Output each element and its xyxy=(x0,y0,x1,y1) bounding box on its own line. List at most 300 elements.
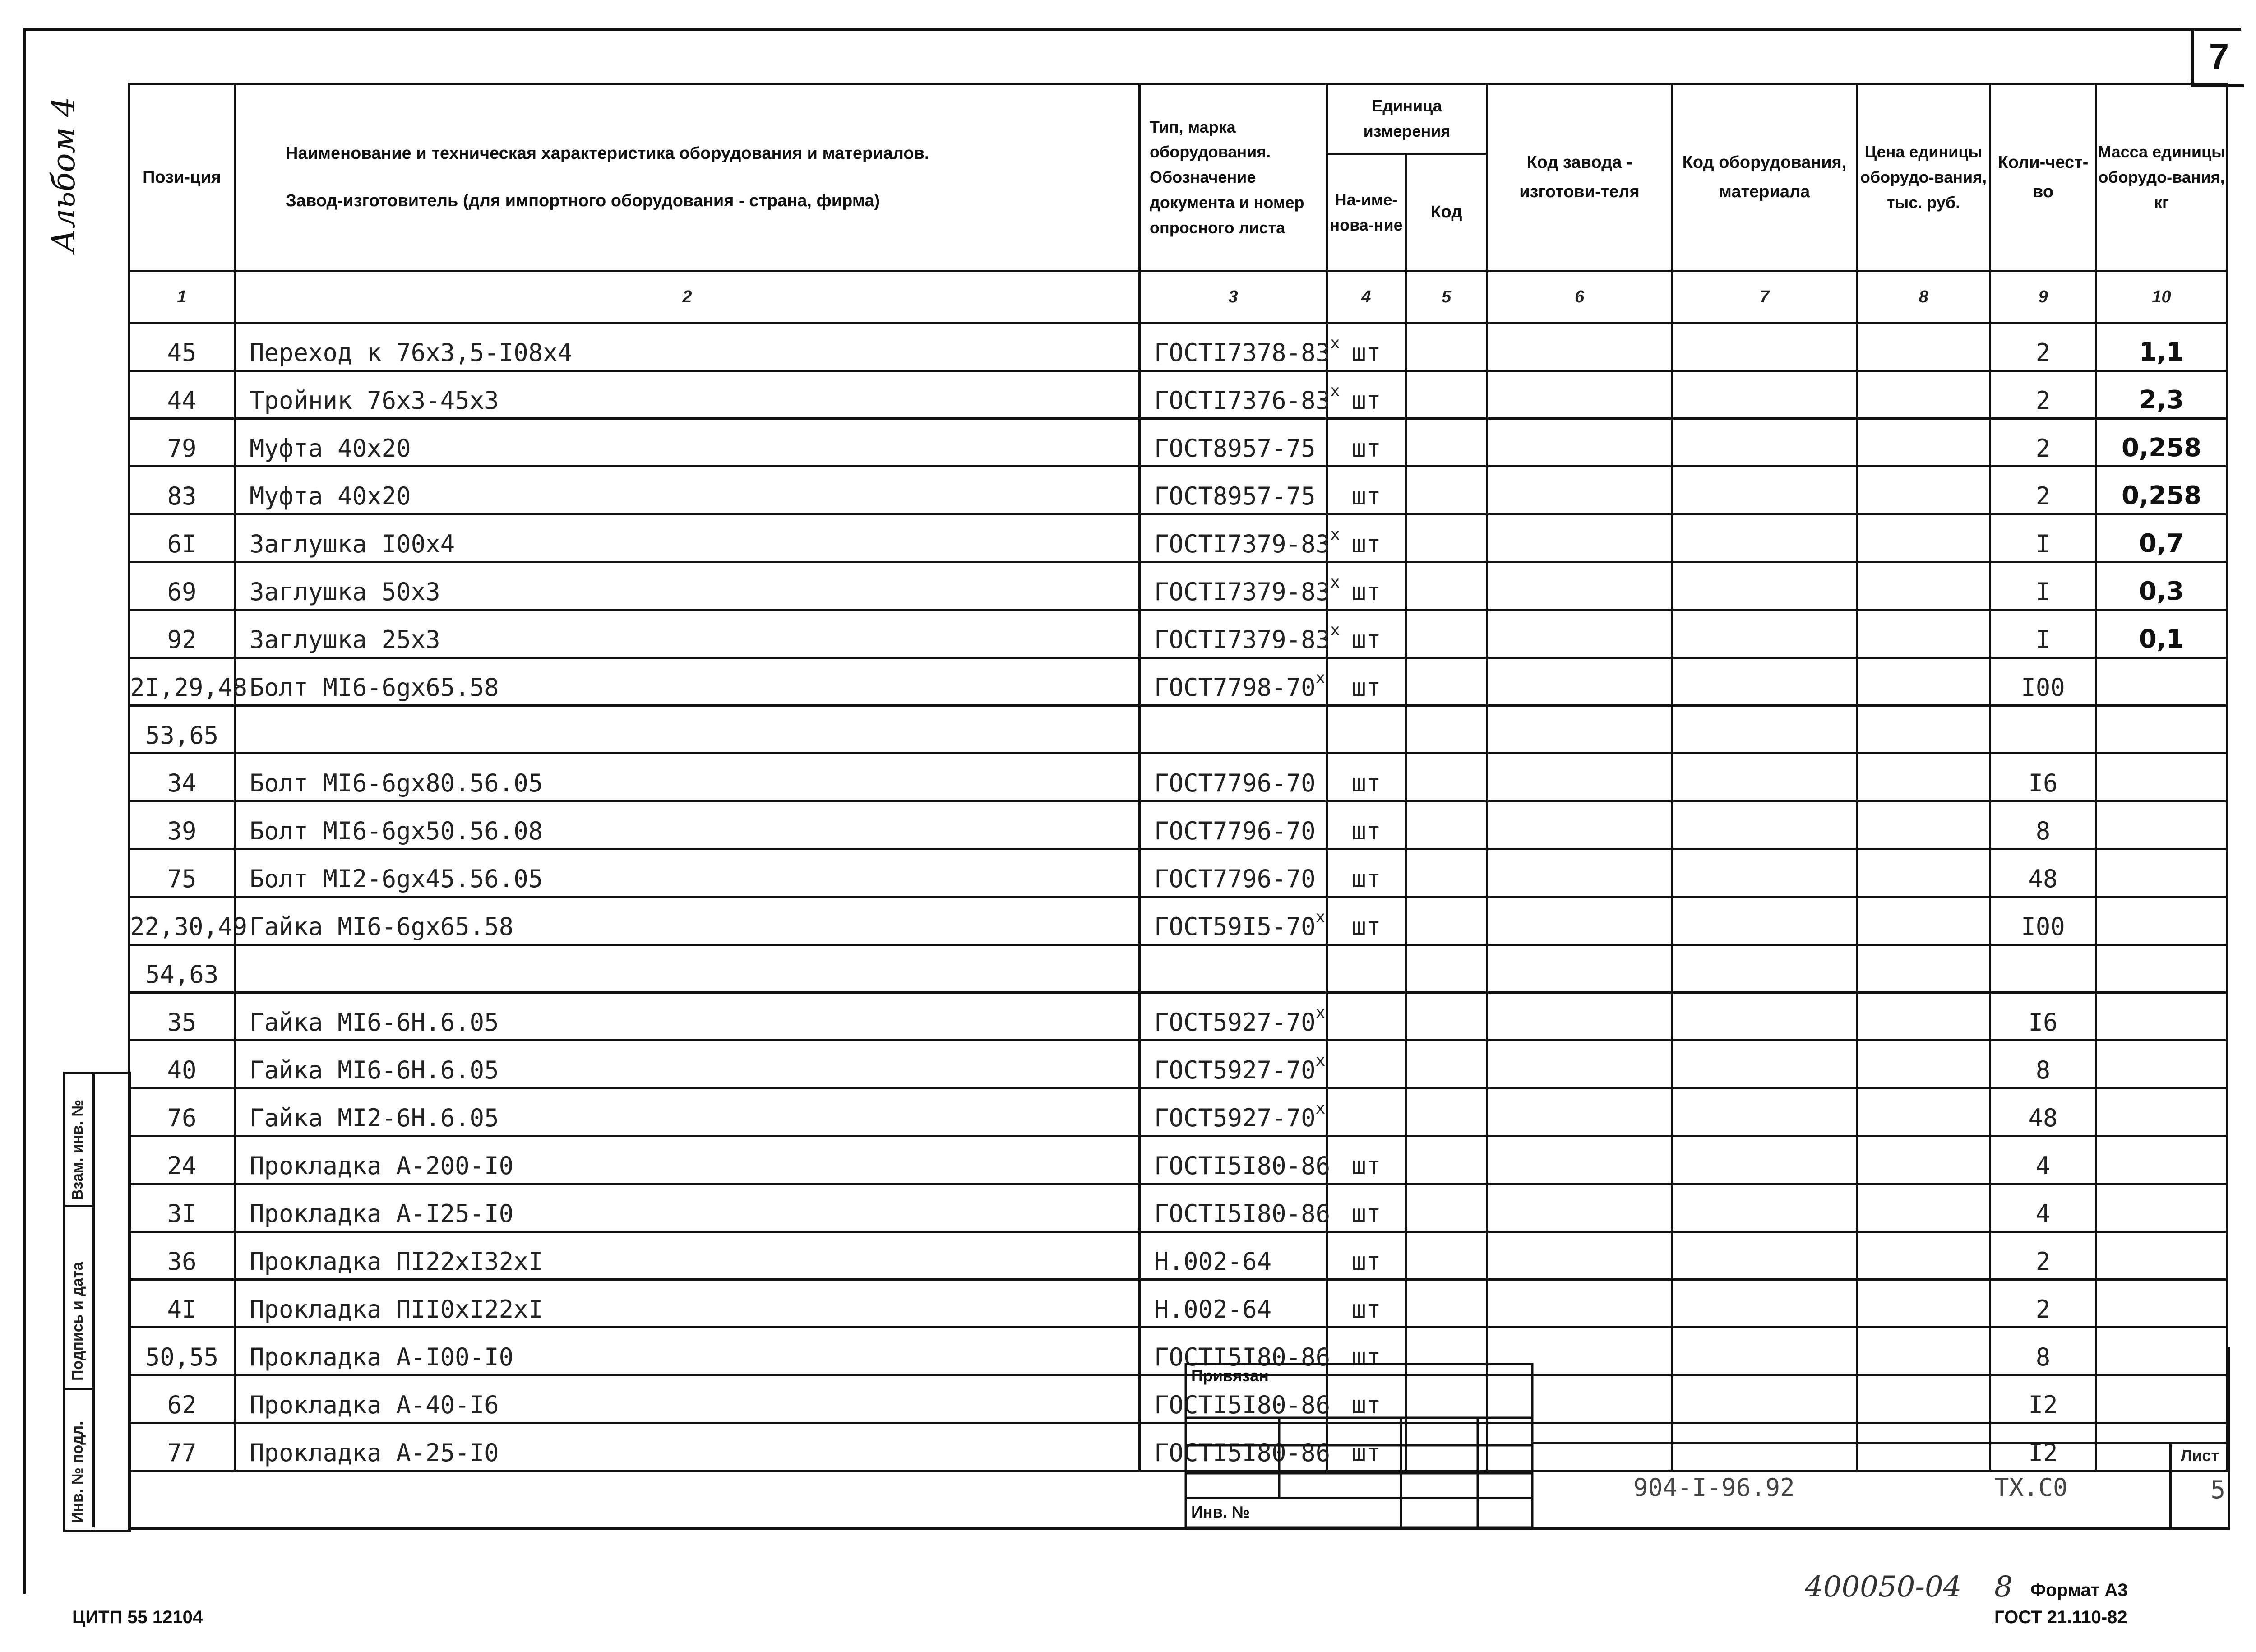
mass-cell xyxy=(2096,1232,2227,1280)
quantity-cell-text: I2 xyxy=(2028,1391,2058,1419)
table-body xyxy=(129,323,2227,1471)
quantity-cell-text: 2 xyxy=(2035,1247,2051,1276)
table-row xyxy=(129,993,2227,1041)
factory-code-cell xyxy=(1487,945,1672,993)
document-cell xyxy=(1140,993,1327,1041)
price-cell xyxy=(1857,1088,1990,1136)
column-number: 2 xyxy=(235,271,1140,323)
price-cell xyxy=(1857,993,1990,1041)
table-row xyxy=(129,1041,2227,1088)
unit-cell-text: шт xyxy=(1351,1199,1381,1228)
factory-code-cell xyxy=(1487,754,1672,801)
mass-cell xyxy=(2096,323,2227,371)
mass-cell-text: 0,3 xyxy=(2139,577,2184,606)
position-cell-text: 35 xyxy=(167,1008,197,1037)
quantity-cell xyxy=(1990,1232,2096,1280)
position-cell xyxy=(129,706,235,754)
table-row xyxy=(129,467,2227,514)
position-cell xyxy=(129,945,235,993)
position-cell-text: 54,63 xyxy=(145,960,219,989)
factory-code-cell xyxy=(1487,1088,1672,1136)
unit-code-cell xyxy=(1406,1136,1487,1184)
unit-cell xyxy=(1327,1232,1406,1280)
name-cell-text: Прокладка А-I00-I0 xyxy=(250,1343,514,1371)
quantity-cell-text: I00 xyxy=(2021,673,2065,702)
unit-code-cell xyxy=(1406,658,1487,706)
quantity-cell-text: 8 xyxy=(2035,1343,2051,1371)
column-number: 10 xyxy=(2096,271,2227,323)
factory-code-cell xyxy=(1487,610,1672,658)
name-cell-text: Прокладка ПII0хI22хI xyxy=(250,1295,543,1323)
header-name-line1: Наименование и техническая характеристика оборудования и материалов. xyxy=(286,144,929,163)
document-cell xyxy=(1140,514,1340,562)
name-cell xyxy=(235,945,1140,993)
mass-cell xyxy=(2096,610,2227,658)
equipment-code-cell xyxy=(1672,1184,1857,1232)
table-row xyxy=(129,801,2227,849)
document-superscript: х xyxy=(1315,1099,1326,1118)
table-row xyxy=(129,610,2227,658)
mass-cell xyxy=(2096,1184,2227,1232)
price-cell xyxy=(1857,562,1990,610)
document-cell-text: ГОСТ59I5-70 xyxy=(1154,912,1316,941)
quantity-cell-text: 4 xyxy=(2035,1152,2051,1180)
quantity-cell-text: 2 xyxy=(2035,1295,2051,1323)
unit-code-cell xyxy=(1406,1041,1487,1088)
header-price: Цена единицы оборудо-вания, тыс. руб. xyxy=(1857,84,1990,271)
quantity-cell-text: 2 xyxy=(2035,386,2051,415)
quantity-cell xyxy=(1990,562,2096,610)
mass-cell xyxy=(2096,993,2227,1041)
position-cell xyxy=(129,323,235,371)
header-equipment-code: Код оборудования, материала xyxy=(1672,84,1857,271)
name-cell xyxy=(235,419,1140,467)
mass-cell xyxy=(2096,897,2227,945)
position-cell-text: 44 xyxy=(167,386,197,415)
position-cell xyxy=(129,849,235,897)
price-cell xyxy=(1857,945,1990,993)
price-cell xyxy=(1857,1041,1990,1088)
quantity-cell-text: I xyxy=(2035,578,2051,606)
document-cell-text: ГОСТ8957-75 xyxy=(1154,482,1316,510)
document-superscript: х xyxy=(1315,1051,1326,1070)
factory-code-cell xyxy=(1487,1184,1672,1232)
document-cell-text: Н.002-64 xyxy=(1154,1247,1272,1276)
document-cell-text: ГОСТ7796-70 xyxy=(1154,817,1316,845)
document-cell-text: ГОСТ5927-70 xyxy=(1154,1104,1316,1132)
unit-code-cell xyxy=(1406,419,1487,467)
handwritten-code: 400050-04 xyxy=(1805,1570,1962,1604)
quantity-cell-text: I00 xyxy=(2021,912,2065,941)
name-cell-text: Муфта 40х20 xyxy=(250,434,411,463)
unit-cell xyxy=(1327,467,1406,514)
specification-table xyxy=(128,83,2228,1472)
top-border-line xyxy=(23,28,2241,31)
side-vzam xyxy=(65,1074,95,1207)
position-cell xyxy=(129,514,235,562)
unit-cell xyxy=(1327,1280,1406,1328)
equipment-code-cell xyxy=(1672,1088,1857,1136)
name-cell-text: Гайка МI6-6Н.6.05 xyxy=(250,1056,499,1084)
position-cell xyxy=(129,1184,235,1232)
document-superscript: х xyxy=(1315,908,1326,926)
name-cell xyxy=(235,1280,1140,1328)
side-stamp xyxy=(63,1072,131,1532)
unit-code-cell xyxy=(1406,706,1487,754)
name-cell xyxy=(235,993,1140,1041)
factory-code-cell xyxy=(1487,371,1672,419)
mass-cell-text: 2,3 xyxy=(2139,385,2184,415)
factory-code-cell xyxy=(1487,467,1672,514)
unit-code-cell xyxy=(1406,754,1487,801)
name-cell-text: Болт МI6-6gх50.56.08 xyxy=(250,817,543,845)
factory-code-cell xyxy=(1487,993,1672,1041)
unit-cell-text: шт xyxy=(1351,1247,1381,1276)
price-cell xyxy=(1857,897,1990,945)
position-cell-text: 53,65 xyxy=(145,721,219,750)
position-cell xyxy=(129,419,235,467)
header-name-line2: Завод-изготовитель (для импортного оборудования - страна, фирма) xyxy=(286,191,880,210)
document-cell-text: ГОСТI7376-83 xyxy=(1154,386,1331,415)
unit-code-cell xyxy=(1406,1232,1487,1280)
position-cell-text: 40 xyxy=(167,1056,197,1084)
document-superscript: х xyxy=(1330,573,1340,592)
mass-cell xyxy=(2096,706,2227,754)
unit-cell-text: шт xyxy=(1351,1343,1381,1371)
sheet-label: Лист xyxy=(2172,1442,2228,1472)
table-row xyxy=(129,1136,2227,1184)
unit-code-cell xyxy=(1406,1184,1487,1232)
name-cell-text: Прокладка А-I25-I0 xyxy=(250,1199,514,1228)
quantity-cell xyxy=(1990,514,2096,562)
unit-cell xyxy=(1327,754,1406,801)
position-cell-text: 50,55 xyxy=(145,1343,219,1371)
quantity-cell-text: 2 xyxy=(2035,482,2051,510)
name-cell xyxy=(235,323,1140,371)
equipment-code-cell xyxy=(1672,1136,1857,1184)
quantity-cell xyxy=(1990,610,2096,658)
name-cell xyxy=(235,1041,1140,1088)
position-cell xyxy=(129,658,248,706)
equipment-code-cell xyxy=(1672,514,1857,562)
quantity-cell xyxy=(1990,706,2096,754)
unit-code-cell xyxy=(1406,514,1487,562)
document-cell xyxy=(1140,1136,1331,1184)
name-cell xyxy=(235,467,1140,514)
price-cell xyxy=(1857,1280,1990,1328)
position-cell-text: 2I,29,48 xyxy=(130,673,248,702)
document-superscript: х xyxy=(1315,669,1326,687)
unit-cell xyxy=(1327,849,1406,897)
unit-cell-text: шт xyxy=(1351,673,1381,702)
price-cell xyxy=(1857,323,1990,371)
unit-cell-text: шт xyxy=(1351,1152,1381,1180)
name-cell xyxy=(235,1088,1140,1136)
name-cell-text: Гайка МI6-6Н.6.05 xyxy=(250,1008,499,1037)
table-row xyxy=(129,419,2227,467)
document-cell-text: Н.002-64 xyxy=(1154,1295,1272,1323)
mass-cell xyxy=(2096,1136,2227,1184)
price-cell xyxy=(1857,1184,1990,1232)
factory-code-cell xyxy=(1487,1136,1672,1184)
quantity-cell-text: 4 xyxy=(2035,1199,2051,1228)
quantity-cell-text: 2 xyxy=(2035,434,2051,463)
table-row xyxy=(129,849,2227,897)
factory-code-cell xyxy=(1487,706,1672,754)
unit-code-cell xyxy=(1406,849,1487,897)
equipment-code-cell xyxy=(1672,610,1857,658)
document-cell xyxy=(1140,419,1327,467)
mass-cell-text: 0,1 xyxy=(2139,625,2184,654)
unit-cell xyxy=(1327,1088,1406,1136)
equipment-code-cell xyxy=(1672,801,1857,849)
column-number: 1 xyxy=(129,271,235,323)
name-cell-text: Прокладка А-25-I0 xyxy=(250,1439,499,1467)
unit-code-cell xyxy=(1406,897,1487,945)
document-cell-text: ГОСТI7379-83 xyxy=(1154,530,1331,558)
price-cell xyxy=(1857,1136,1990,1184)
mass-cell xyxy=(2096,945,2227,993)
unit-code-cell xyxy=(1406,945,1487,993)
quantity-cell-text: 48 xyxy=(2028,1104,2058,1132)
column-number: 5 xyxy=(1406,271,1487,323)
table-row xyxy=(129,1088,2227,1136)
handwritten-page: 8 xyxy=(1994,1570,2013,1604)
factory-code-cell xyxy=(1487,849,1672,897)
name-cell-text: Болт МI6-6gх80.56.05 xyxy=(250,769,543,797)
unit-cell xyxy=(1327,706,1406,754)
document-cell-text: ГОСТI7379-83 xyxy=(1154,578,1331,606)
equipment-code-cell xyxy=(1672,371,1857,419)
header-row xyxy=(129,84,2227,154)
mass-cell xyxy=(2096,754,2227,801)
gost-label: ГОСТ 21.110-82 xyxy=(1994,1607,2127,1627)
price-cell xyxy=(1857,467,1990,514)
unit-cell-text: шт xyxy=(1351,1391,1381,1419)
equipment-code-cell xyxy=(1672,993,1857,1041)
unit-code-cell xyxy=(1406,323,1487,371)
price-cell xyxy=(1857,801,1990,849)
unit-code-cell xyxy=(1406,1088,1487,1136)
price-cell xyxy=(1857,419,1990,467)
unit-cell xyxy=(1327,897,1406,945)
price-cell xyxy=(1857,658,1990,706)
sheet-box xyxy=(2169,1442,2228,1527)
unit-cell-text: шт xyxy=(1351,530,1381,558)
ctp-label: ЦИТП 55 12104 xyxy=(72,1607,203,1627)
unit-cell xyxy=(1327,1041,1406,1088)
header-unit-name: На-име-нова-ние xyxy=(1327,154,1406,271)
unit-cell xyxy=(1327,1136,1406,1184)
mass-cell xyxy=(2096,849,2227,897)
unit-code-cell xyxy=(1406,371,1487,419)
position-cell xyxy=(129,1136,235,1184)
equipment-code-cell xyxy=(1672,1041,1857,1088)
album-label: Альбом 4 xyxy=(45,97,82,253)
name-cell-text: Тройник 76х3-45х3 xyxy=(250,386,499,415)
position-cell xyxy=(129,371,235,419)
unit-cell-text: шт xyxy=(1351,578,1381,606)
unit-cell-text: шт xyxy=(1351,434,1381,463)
quantity-cell xyxy=(1990,993,2096,1041)
unit-code-cell xyxy=(1406,993,1487,1041)
mass-cell-text: 0,258 xyxy=(2121,481,2202,510)
mass-cell xyxy=(2096,1280,2227,1328)
name-cell xyxy=(235,658,1140,706)
name-cell xyxy=(235,897,1140,945)
table-row xyxy=(129,754,2227,801)
quantity-cell-text: I6 xyxy=(2028,1008,2058,1037)
position-cell-text: 62 xyxy=(167,1391,197,1419)
factory-code-cell xyxy=(1487,658,1672,706)
equipment-code-cell xyxy=(1672,658,1857,706)
side-podpis-label: Подпись и дата xyxy=(69,1262,86,1381)
factory-code-cell xyxy=(1487,514,1672,562)
doc-code: 904-I-96.92 xyxy=(1633,1473,1795,1502)
document-cell-text: ГОСТ8957-75 xyxy=(1154,434,1316,463)
unit-cell xyxy=(1327,1184,1406,1232)
document-cell-text: ГОСТ7796-70 xyxy=(1154,865,1316,893)
document-cell-text: ГОСТI5I80-86 xyxy=(1154,1152,1331,1180)
mass-cell xyxy=(2096,467,2227,514)
table-row xyxy=(129,945,2227,993)
position-cell xyxy=(129,1280,235,1328)
side-vzam-label: Взам. инв. № xyxy=(69,1099,86,1200)
inv-label: Инв. № xyxy=(1191,1503,1250,1521)
column-number: 9 xyxy=(1990,271,2096,323)
unit-cell-text: шт xyxy=(1351,386,1381,415)
name-cell xyxy=(235,1136,1140,1184)
name-cell-text: Болт МI2-6gх45.56.05 xyxy=(250,865,543,893)
quantity-cell xyxy=(1990,371,2096,419)
name-cell-text: Муфта 40х20 xyxy=(250,482,411,510)
unit-code-cell xyxy=(1406,562,1487,610)
document-cell-text: ГОСТ7796-70 xyxy=(1154,769,1316,797)
quantity-cell xyxy=(1990,849,2096,897)
mass-cell xyxy=(2096,1041,2227,1088)
quantity-cell xyxy=(1990,323,2096,371)
document-cell xyxy=(1140,801,1327,849)
name-cell-text: Заглушка I00х4 xyxy=(250,530,455,558)
position-cell-text: 6I xyxy=(167,530,197,558)
column-number: 7 xyxy=(1672,271,1857,323)
factory-code-cell xyxy=(1487,323,1672,371)
document-cell xyxy=(1140,706,1327,754)
factory-code-cell xyxy=(1487,801,1672,849)
unit-cell-text: шт xyxy=(1351,482,1381,510)
column-number-row xyxy=(129,271,2227,323)
column-number: 8 xyxy=(1857,271,1990,323)
position-cell-text: 69 xyxy=(167,578,197,606)
unit-cell-text: шт xyxy=(1351,625,1381,654)
equipment-code-cell xyxy=(1672,467,1857,514)
price-cell xyxy=(1857,610,1990,658)
mass-cell xyxy=(2096,1088,2227,1136)
factory-code-cell xyxy=(1487,1280,1672,1328)
sheet-number: 5 xyxy=(2210,1476,2225,1504)
document-cell-text: ГОСТI7378-83 xyxy=(1154,338,1331,367)
position-cell-text: 76 xyxy=(167,1104,197,1132)
name-cell-text: Гайка МI2-6Н.6.05 xyxy=(250,1104,499,1132)
price-cell xyxy=(1857,514,1990,562)
table-row xyxy=(129,562,2227,610)
position-cell-text: 92 xyxy=(167,625,197,654)
table-row xyxy=(129,1232,2227,1280)
position-cell-text: 83 xyxy=(167,482,197,510)
name-cell xyxy=(235,562,1140,610)
factory-code-cell xyxy=(1487,897,1672,945)
quantity-cell xyxy=(1990,754,2096,801)
table-row xyxy=(129,706,2227,754)
unit-cell-text: шт xyxy=(1351,865,1381,893)
name-cell-text: Заглушка 25х3 xyxy=(250,625,440,654)
equipment-code-cell xyxy=(1672,323,1857,371)
side-inv xyxy=(65,1390,95,1527)
side-podpis xyxy=(65,1207,95,1390)
unit-cell-text: шт xyxy=(1351,338,1381,367)
document-superscript: х xyxy=(1330,382,1340,400)
position-cell-text: 45 xyxy=(167,338,197,367)
name-cell-text: Переход к 76х3,5-I08х4 xyxy=(250,338,573,367)
table-row xyxy=(129,897,2227,945)
name-cell-text: Прокладка ПI22хI32хI xyxy=(250,1247,543,1276)
name-cell xyxy=(235,1184,1140,1232)
quantity-cell xyxy=(1990,1088,2096,1136)
name-cell xyxy=(235,801,1140,849)
privyazan-label: Привязан xyxy=(1191,1366,1269,1385)
equipment-code-cell xyxy=(1672,945,1857,993)
name-cell xyxy=(235,1232,1140,1280)
document-cell xyxy=(1140,323,1340,371)
header-name xyxy=(235,84,1140,271)
document-cell xyxy=(1140,371,1340,419)
table-row xyxy=(129,514,2227,562)
document-cell xyxy=(1140,467,1327,514)
equipment-code-cell xyxy=(1672,1280,1857,1328)
position-cell xyxy=(129,1232,235,1280)
quantity-cell-text: 2 xyxy=(2035,338,2051,367)
equipment-code-cell xyxy=(1672,897,1857,945)
factory-code-cell xyxy=(1487,1041,1672,1088)
quantity-cell-text: 48 xyxy=(2028,865,2058,893)
document-cell-text: ГОСТI7379-83 xyxy=(1154,625,1331,654)
factory-code-cell xyxy=(1487,562,1672,610)
price-cell xyxy=(1857,706,1990,754)
equipment-code-cell xyxy=(1672,849,1857,897)
document-cell xyxy=(1140,610,1340,658)
name-cell xyxy=(235,849,1140,897)
unit-cell-text: шт xyxy=(1351,1295,1381,1323)
position-cell-text: 4I xyxy=(167,1295,197,1323)
factory-code-cell xyxy=(1487,419,1672,467)
price-cell xyxy=(1857,1232,1990,1280)
position-cell-text: 39 xyxy=(167,817,197,845)
column-number: 4 xyxy=(1327,271,1406,323)
name-cell-text: Прокладка А-40-I6 xyxy=(250,1391,499,1419)
unit-code-cell xyxy=(1406,801,1487,849)
position-cell xyxy=(129,562,235,610)
quantity-cell xyxy=(1990,658,2096,706)
position-cell xyxy=(129,1041,235,1088)
document-cell-text: ГОСТ5927-70 xyxy=(1154,1056,1316,1084)
equipment-code-cell xyxy=(1672,754,1857,801)
price-cell xyxy=(1857,849,1990,897)
name-cell-text: Гайка МI6-6gх65.58 xyxy=(250,912,514,941)
position-cell-text: 79 xyxy=(167,434,197,463)
document-cell xyxy=(1140,897,1327,945)
unit-cell-text: шт xyxy=(1351,912,1381,941)
header-quantity: Коли-чест-во xyxy=(1990,84,2096,271)
